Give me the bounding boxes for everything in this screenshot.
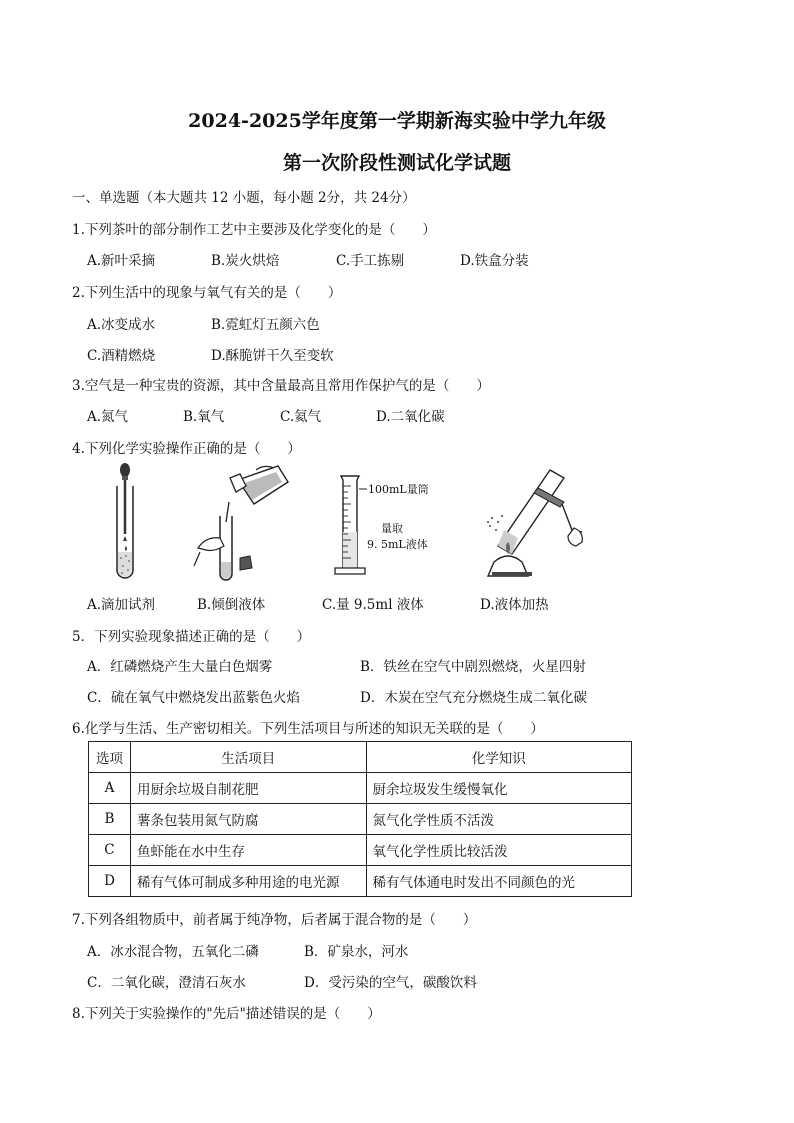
table-cell: 厨余垃圾发生缓慢氧化 [366, 773, 632, 804]
table-cell: 氧气化学性质比较活泼 [366, 835, 632, 866]
q3-option-b: B.氧气 [183, 409, 225, 425]
table-cell: B [89, 804, 131, 835]
q4-option-d: D.液体加热 [480, 597, 549, 613]
exam-title-line1: 2024-2025学年度第一学期新海实验中学九年级 [188, 110, 606, 132]
bottle-stopper [240, 556, 252, 570]
heating-liquid-figure [478, 462, 593, 584]
q5-option-b: B．铁丝在空气中剧烈燃烧，火星四射 [360, 659, 586, 675]
table-row [89, 835, 632, 866]
q4-option-b: B.倾倒液体 [197, 597, 266, 613]
q1-option-c: C.手工拣剔 [336, 253, 405, 269]
q7-option-b: B．矿泉水，河水 [304, 944, 409, 960]
table-cell: 鱼虾能在水中生存 [130, 835, 366, 866]
measure-label-line2: 9. 5mL液体 [367, 538, 428, 551]
q1-option-d: D.铁盒分装 [460, 253, 529, 269]
question-2-stem: 2.下列生活中的现象与氧气有关的是（ ） [72, 285, 342, 301]
q5-option-d: D．木炭在空气充分燃烧生成二氧化碳 [360, 690, 587, 706]
table-cell: 氮气化学性质不活泼 [366, 804, 632, 835]
q4-option-c: C.量 9.5ml 液体 [322, 597, 424, 613]
table-header-cell: 生活项目 [130, 742, 366, 773]
q1-option-b: B.炭火烘焙 [211, 253, 280, 269]
table-cell: C [89, 835, 131, 866]
table-row [89, 804, 632, 835]
table-row [89, 866, 632, 897]
q5-option-a: A．红磷燃烧产生大量白色烟雾 [87, 659, 273, 675]
q5-option-c: C．硫在氧气中燃烧发出蓝紫色火焰 [87, 690, 300, 706]
question-3-stem: 3.空气是一种宝贵的资源，其中含量最高且常用作保护气的是（ ） [72, 378, 490, 394]
q3-option-c: C.氦气 [280, 409, 322, 425]
table-cell: A [89, 773, 131, 804]
question-4-stem: 4.下列化学实验操作正确的是（ ） [72, 441, 301, 457]
cylinder-label: 100mL量筒 [368, 483, 429, 496]
section-heading: 一、单选题（本大题共 12 小题，每小题 2分，共 24分） [72, 190, 416, 206]
table-cell: 稀有气体可制成多种用途的电光源 [130, 866, 366, 897]
q6-table [88, 741, 632, 897]
table-header-cell: 化学知识 [366, 742, 632, 773]
table-row [89, 773, 632, 804]
q7-option-d: D．受污染的空气，碳酸饮料 [304, 975, 477, 991]
graduated-cylinder-figure [333, 472, 443, 580]
table-header-row [89, 742, 632, 773]
question-6-stem: 6.化学与生活、生产密切相关。下列生活项目与所述的知识无关联的是（ ） [72, 721, 544, 737]
hand [198, 538, 224, 551]
pouring-liquid-figure [190, 462, 290, 584]
q7-option-a: A．冰水混合物，五氧化二磷 [87, 944, 259, 960]
holding-hand [568, 528, 582, 546]
dropper-bulb [120, 463, 130, 477]
measure-label-line1: 量取 [381, 522, 403, 535]
table-cell: 稀有气体通电时发出不同颜色的光 [366, 866, 632, 897]
q4-option-a: A.滴加试剂 [87, 597, 156, 613]
q1-option-a: A.新叶采摘 [87, 253, 156, 269]
table-cell: 薯条包装用氮气防腐 [130, 804, 366, 835]
q2-option-d: D.酥脆饼干久至变软 [211, 348, 334, 364]
table-header-cell: 选项 [89, 742, 131, 773]
q3-option-a: A.氮气 [87, 409, 129, 425]
q2-option-a: A.冰变成水 [87, 317, 156, 333]
q2-option-b: B.霓虹灯五颜六色 [211, 317, 320, 333]
q2-option-c: C.酒精燃烧 [87, 348, 156, 364]
table-cell: 用厨余垃圾自制花肥 [130, 773, 366, 804]
question-7-stem: 7.下列各组物质中，前者属于纯净物，后者属于混合物的是（ ） [72, 912, 477, 928]
cylinder-base [335, 568, 365, 574]
q7-option-c: C．二氧化碳，澄清石灰水 [87, 975, 246, 991]
q3-option-d: D.二氧化碳 [376, 409, 445, 425]
dropper-test-tube-figure [105, 462, 145, 582]
question-1-stem: 1.下列茶叶的部分制作工艺中主要涉及化学变化的是（ ） [72, 222, 436, 238]
question-5-stem: 5．下列实验现象描述正确的是（ ） [72, 629, 311, 645]
table-cell: D [89, 866, 131, 897]
question-8-stem: 8.下列关于实验操作的"先后"描述错误的是（ ） [72, 1006, 381, 1022]
exam-title-line2: 第一次阶段性测试化学试题 [282, 152, 511, 174]
